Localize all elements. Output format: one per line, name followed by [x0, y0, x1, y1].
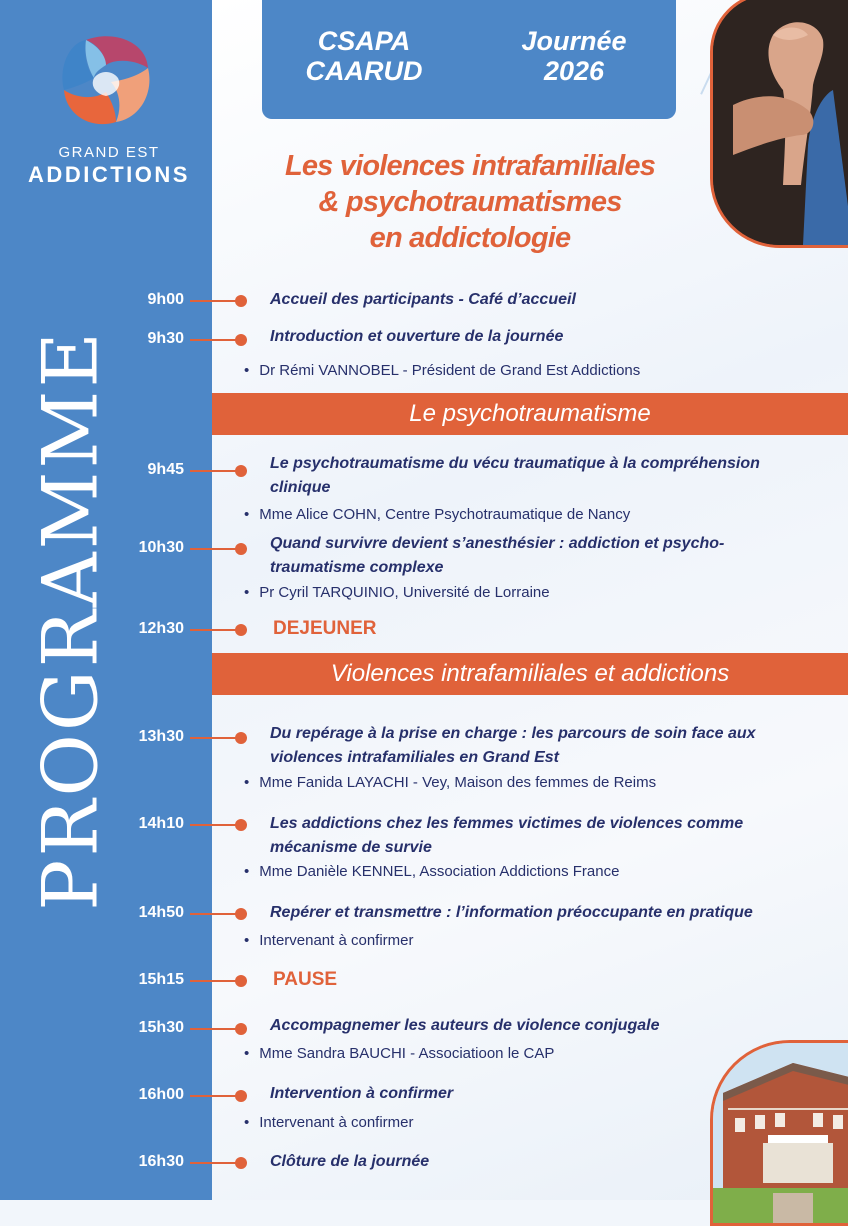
- timeline-dot: [235, 908, 247, 920]
- title-line-3: en addictologie: [369, 222, 571, 254]
- title-line-1: Les violences intrafamiliales: [284, 150, 656, 182]
- hands-image-icon: [713, 0, 848, 245]
- speaker-1530: • Mme Sandra BAUCHI - Associatioon le CAP: [244, 1045, 804, 1062]
- timeline-dot: [235, 465, 247, 477]
- item-title-1600: Intervention à confirmer: [270, 1085, 454, 1102]
- building-image-icon: [713, 1043, 848, 1223]
- programme-vertical-label: [25, 320, 115, 920]
- item-title-0900: Accueil des participants - Café d’accueil: [270, 291, 576, 308]
- timeline-line: [190, 629, 240, 631]
- timeline-dot: [235, 334, 247, 346]
- item-title-1450: Repérer et transmettre : l’information préoccupante en pratique: [270, 904, 753, 921]
- timeline-line: [190, 1095, 240, 1097]
- item-title-1030-line2: traumatisme complexe: [270, 559, 444, 576]
- timeline-dot: [235, 1157, 247, 1169]
- speaker-1600: • Intervenant à confirmer: [244, 1114, 804, 1131]
- section-band-violences: [212, 653, 848, 695]
- pause-break: PAUSE: [273, 969, 338, 990]
- item-title-1410: [270, 812, 810, 860]
- header-left: [274, 26, 454, 86]
- item-title-1330-line2: violences intrafamiliales en Grand Est: [270, 749, 559, 766]
- header-box: [262, 0, 676, 119]
- header-caarud: CAARUD: [305, 56, 423, 86]
- timeline-dot: [235, 732, 247, 744]
- timeline-line: [190, 737, 240, 739]
- item-title-0945: [270, 452, 810, 500]
- building-photo: [710, 1040, 848, 1226]
- timeline-dot: [235, 624, 247, 636]
- item-title-1410-line2: mécanisme de survie: [270, 839, 432, 856]
- timeline-line: [190, 300, 240, 302]
- title-line-2: & psychotraumatismes: [318, 186, 622, 218]
- time-1630: 16h30: [138, 1153, 184, 1170]
- time-0900: 9h00: [147, 291, 184, 308]
- brand-main-text: ADDICTIONS: [28, 162, 190, 187]
- lunch-break: DEJEUNER: [273, 618, 377, 639]
- timeline-dot: [235, 975, 247, 987]
- timeline-line: [190, 339, 240, 341]
- speaker-0930: • Dr Rémi VANNOBEL - Président de Grand Est Addictions: [244, 362, 804, 379]
- header-journee: Journée: [521, 26, 627, 56]
- item-title-0930: Introduction et ouverture de la journée: [270, 328, 564, 345]
- time-1600: 16h00: [138, 1086, 184, 1103]
- timeline-line: [190, 913, 240, 915]
- timeline-line: [190, 1162, 240, 1164]
- hands-photo: [710, 0, 848, 248]
- section-title-1: Le psychotraumatisme: [409, 400, 651, 427]
- time-0930: 9h30: [147, 330, 184, 347]
- time-1530: 15h30: [138, 1019, 184, 1036]
- event-title: [230, 148, 710, 256]
- time-1450: 14h50: [138, 904, 184, 921]
- header-year: 2026: [543, 56, 605, 86]
- time-1330: 13h30: [138, 728, 184, 745]
- item-title-1630: Clôture de la journée: [270, 1153, 430, 1170]
- time-0945: 9h45: [147, 461, 184, 478]
- item-title-1330-line1: Du repérage à la prise en charge : les parcours de soin face aux: [270, 725, 756, 742]
- timeline-dot: [235, 1023, 247, 1035]
- timeline-dot: [235, 819, 247, 831]
- item-title-1030: [270, 532, 810, 580]
- item-title-1330: [270, 722, 810, 770]
- timeline-line: [190, 470, 240, 472]
- speaker-1410: • Mme Danièle KENNEL, Association Addictions France: [244, 863, 804, 880]
- timeline-line: [190, 548, 240, 550]
- grand-est-addictions-logo-icon: [56, 30, 156, 130]
- speaker-1450: • Intervenant à confirmer: [244, 932, 804, 949]
- item-title-1410-line1: Les addictions chez les femmes victimes de violences comme: [270, 815, 744, 832]
- timeline-line: [190, 1028, 240, 1030]
- timeline-line: [190, 980, 240, 982]
- time-1030: 10h30: [138, 539, 184, 556]
- header-csapa: CSAPA: [317, 26, 411, 56]
- section-title-2: Violences intrafamiliales et addictions: [330, 660, 730, 687]
- item-title-0945-line1: Le psychotraumatisme du vécu traumatique à la compréhension: [270, 455, 760, 472]
- time-1515: 15h15: [138, 971, 184, 988]
- speaker-1330: • Mme Fanida LAYACHI - Vey, Maison des femmes de Reims: [244, 774, 804, 791]
- time-1230: 12h30: [138, 620, 184, 637]
- item-title-1030-line1: Quand survivre devient s’anesthésier : addiction et psycho-: [270, 535, 725, 552]
- item-title-0945-line2: clinique: [270, 479, 331, 496]
- speaker-1030: • Pr Cyril TARQUINIO, Université de Lorraine: [244, 584, 804, 601]
- timeline-dot: [235, 1090, 247, 1102]
- timeline-dot: [235, 295, 247, 307]
- speaker-0945: • Mme Alice COHN, Centre Psychotraumatique de Nancy: [244, 506, 804, 523]
- time-1410: 14h10: [138, 815, 184, 832]
- header-right: [484, 26, 664, 86]
- programme-text: PROGRAMME: [25, 329, 115, 911]
- brand-top-text: GRAND EST: [58, 144, 160, 161]
- timeline-dot: [235, 543, 247, 555]
- item-title-1530: Accompagnemer les auteurs de violence conjugale: [270, 1017, 660, 1034]
- section-band-psychotraumatisme: [212, 393, 848, 435]
- timeline-line: [190, 824, 240, 826]
